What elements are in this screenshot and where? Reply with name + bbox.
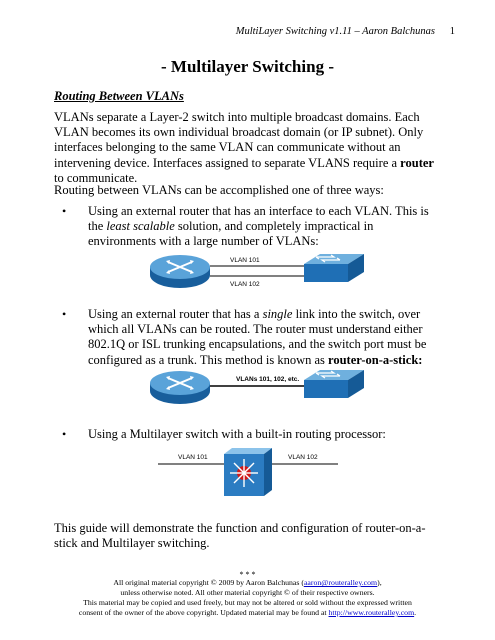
footer-line: unless otherwise noted. All other material copyright © of their respective owners. (120, 588, 375, 597)
bullet-dot: • (62, 307, 67, 321)
bullet-dot: • (62, 427, 67, 441)
methods-intro: Routing between VLANs can be accomplished one of three ways: (54, 183, 384, 197)
diagram1-bottom-label: VLAN 102 (230, 281, 260, 288)
header-title: MultiLayer Switching v1.11 – Aaron Balchunas (235, 26, 435, 37)
switch-icon (304, 254, 364, 282)
section-heading: Routing Between VLANs (54, 89, 184, 103)
router-icon (150, 255, 210, 288)
bullet-dot: • (62, 204, 67, 218)
intro-paragraph: VLANs separate a Layer-2 switch into multiple broadcast domains. Each VLAN becomes its own individual broadcast domain (or IP subnet). Only interfaces belonging to the same VLAN can communicate without an intervening device. Interfaces assigned to separate VLANS require a router to communicate. (54, 110, 434, 185)
website-link[interactable]: http://www.routeralley.com (328, 608, 415, 617)
footer-separator: * * * (239, 570, 256, 579)
page-number: 1 (449, 26, 455, 37)
diagram-multilayer-switch (148, 446, 348, 498)
multilayer-switch-icon (224, 448, 272, 496)
diagram1-top-label: VLAN 101 (230, 257, 260, 264)
page-title: - Multilayer Switching - (161, 57, 334, 76)
diagram3-right-label: VLAN 102 (288, 454, 318, 461)
email-link[interactable]: aaron@routeralley.com (303, 578, 378, 587)
diagram-router-on-a-stick (148, 364, 368, 409)
router-icon (150, 371, 210, 404)
closing-paragraph: This guide will demonstrate the function and configuration of router-on-a-stick and Multilayer switching. (54, 521, 426, 551)
diagram3-left-label: VLAN 101 (178, 454, 208, 461)
diagram2-label: VLANs 101, 102, etc. (236, 376, 300, 383)
footer-line: This material may be copied and used freely, but may not be altered or sold without the expressed written (83, 598, 412, 607)
footer-line: consent of the owner of the above copyright. Updated material may be found at http://www.routeralley.com. (78, 608, 417, 617)
switch-icon (304, 370, 364, 398)
diagram-router-two-links (148, 248, 368, 293)
page-header (0, 26, 495, 40)
footer-line: All original material copyright © 2009 by Aaron Balchunas (aaron@routeralley.com), (113, 578, 382, 587)
